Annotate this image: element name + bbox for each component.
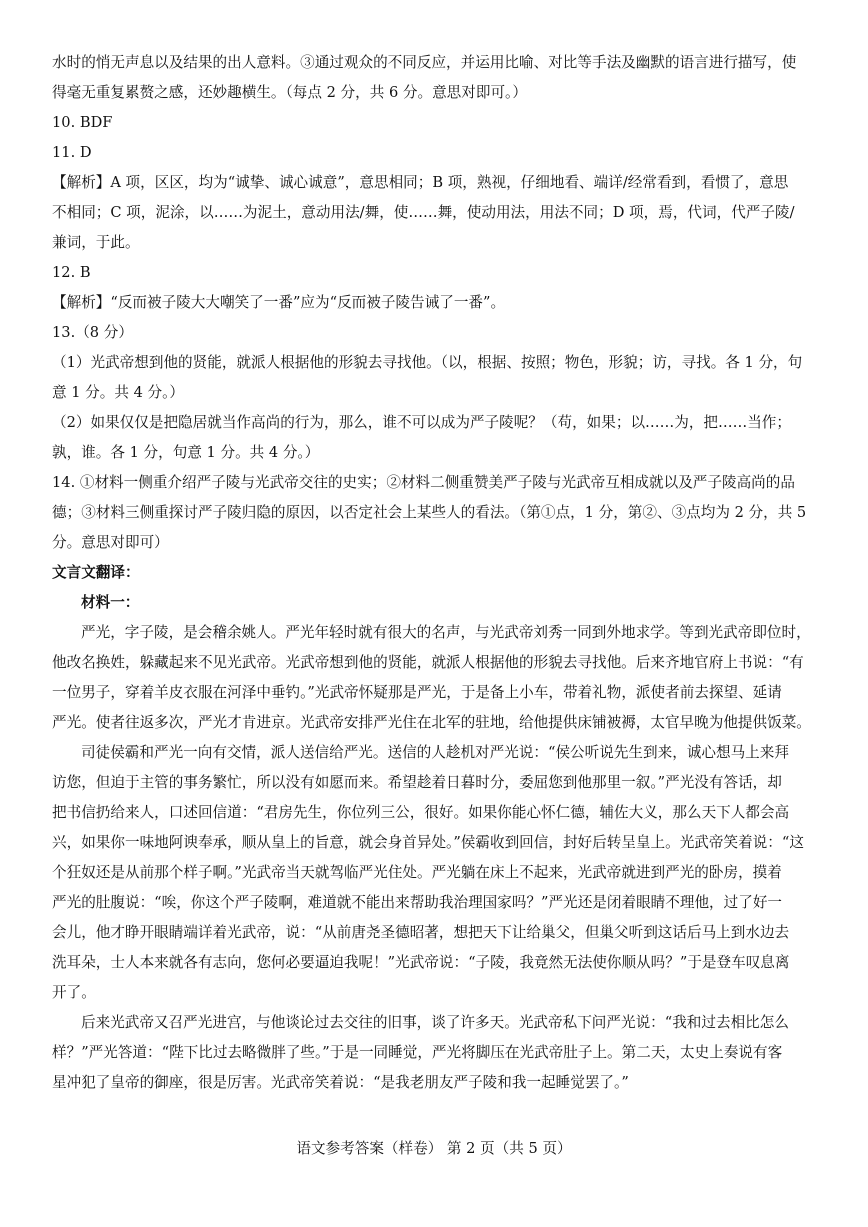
text-line: 得毫无重复累赘之感，还妙趣横生。（每点 2 分，共 6 分。意思对即可。） <box>52 84 527 101</box>
text-line: 不相同；C 项，泥涂，以……为泥土，意动用法/舞，使……舞，使动用法，用法不同；D 项，焉，代词，代严子陵/ <box>52 204 795 221</box>
text-line: 【解析】A 项，区区，均为“诚挚、诚心诚意”，意思相同；B 项，熟视，仔细地看、端详/经常看到，看惯了，意思 <box>52 174 789 191</box>
text-line: 洗耳朵，士人本来就各有志向，您何必要逼迫我呢！”光武帝说：“子陵，我竟然无法使你顺从吗？”于是登车叹息离 <box>52 954 790 971</box>
text-line: 司徒侯霸和严光一向有交情，派人送信给严光。送信的人趁机对严光说：“侯公听说先生到来，诚心想马上来拜 <box>81 744 789 761</box>
text-line: （2）如果仅仅是把隐居就当作高尚的行为，那么，谁不可以成为严子陵呢？（苟，如果；以……为，把……当作； <box>52 414 791 431</box>
text-line: 访您，但迫于主管的事务繁忙，所以没有如愿而来。希望趁着日暮时分，委屈您到他那里一叙。”严光没有答话，却 <box>52 774 782 791</box>
text-line: 把书信扔给来人，口述回信道：“君房先生，你位列三公，很好。如果你能心怀仁德，辅佐大义，那么天下人都会高 <box>52 804 790 821</box>
text-line: 【解析】“反而被子陵大大嘲笑了一番”应为“反而被子陵告诫了一番”。 <box>52 294 506 311</box>
text-line: 一位男子，穿着羊皮衣服在河泽中垂钓。”光武帝怀疑那是严光，于是备上小车，带着礼物，派使者前去探望、延请 <box>52 684 782 701</box>
text-line: 11. D <box>52 144 92 161</box>
text-line: 严光。使者往返多次，严光才肯进京。光武帝安排严光住在北军的驻地，给他提供床铺被褥，太官早晚为他提供饭菜。 <box>52 714 811 731</box>
text-line: 严光，字子陵，是会稽余姚人。严光年轻时就有很大的名声，与光武帝刘秀一同到外地求学。等到光武帝即位时， <box>81 624 811 641</box>
text-line: 12. B <box>52 264 91 281</box>
text-line: 严光的肚腹说：“唉，你这个严子陵啊，难道就不能出来帮助我治理国家吗？”严光还是闭着眼睛不理他，过了好一 <box>52 894 783 911</box>
text-line: 意 1 分。共 4 分。） <box>52 384 184 401</box>
document-body <box>52 48 822 1098</box>
text-line: 兴，如果你一味地阿谀奉承，顺从皇上的旨意，就会身首异处。”侯霸收到回信，封好后转呈皇上。光武帝笑着说：“这 <box>52 834 804 851</box>
text-line: 10. BDF <box>52 114 113 131</box>
text-line: 个狂奴还是从前那个样子啊。”光武帝当天就驾临严光住处。严光躺在床上不起来，光武帝就进到严光的卧房，摸着 <box>52 864 782 881</box>
text-line: 他改名换姓，躲藏起来不见光武帝。光武帝想到他的贤能，就派人根据他的形貌去寻找他。后来齐地官府上书说：“有 <box>52 654 804 671</box>
text-line: 开了。 <box>52 984 96 1001</box>
text-line: 13.（8 分） <box>52 324 133 341</box>
text-line: 分。意思对即可） <box>52 534 169 551</box>
text-line: 材料一： <box>81 594 140 611</box>
text-line: 兼词，于此。 <box>52 234 140 251</box>
text-line: 14. ①材料一侧重介绍严子陵与光武帝交往的史实；②材料二侧重赞美严子陵与光武帝互相成就以及严子陵高尚的品 <box>52 474 795 491</box>
text-line: 孰，谁。各 1 分，句意 1 分。共 4 分。） <box>52 444 320 461</box>
text-line: （1）光武帝想到他的贤能，就派人根据他的形貌去寻找他。（以，根据、按照；物色，形貌；访，寻找。各 1 分，句 <box>52 354 803 371</box>
text-line: 文言文翻译： <box>52 564 140 581</box>
text-line: 后来光武帝又召严光进宫，与他谈论过去交往的旧事，谈了许多天。光武帝私下问严光说：“我和过去相比怎么 <box>81 1014 789 1031</box>
text-line: 星冲犯了皇帝的御座，很是厉害。光武帝笑着说：“是我老朋友严子陵和我一起睡觉罢了。” <box>52 1074 629 1091</box>
text-line: 会儿，他才睁开眼睛端详着光武帝，说：“从前唐尧圣德昭著，想把天下让给巢父，但巢父听到这话后马上到水边去 <box>52 924 790 941</box>
text-line: 样？”严光答道：“陛下比过去略微胖了些。”于是一同睡觉，严光将脚压在光武帝肚子上。第二天，太史上奏说有客 <box>52 1044 783 1061</box>
text-line: 水时的悄无声息以及结果的出人意料。③通过观众的不同反应，并运用比喻、对比等手法及幽默的语言进行描写，使 <box>52 54 797 71</box>
page-footer: 语文参考答案（样卷） 第 2 页（共 5 页） <box>296 1140 572 1157</box>
text-line: 德；③材料三侧重探讨严子陵归隐的原因，以否定社会上某些人的看法。（第①点，1 分，第②、③点均为 2 分，共 5 <box>52 504 807 521</box>
